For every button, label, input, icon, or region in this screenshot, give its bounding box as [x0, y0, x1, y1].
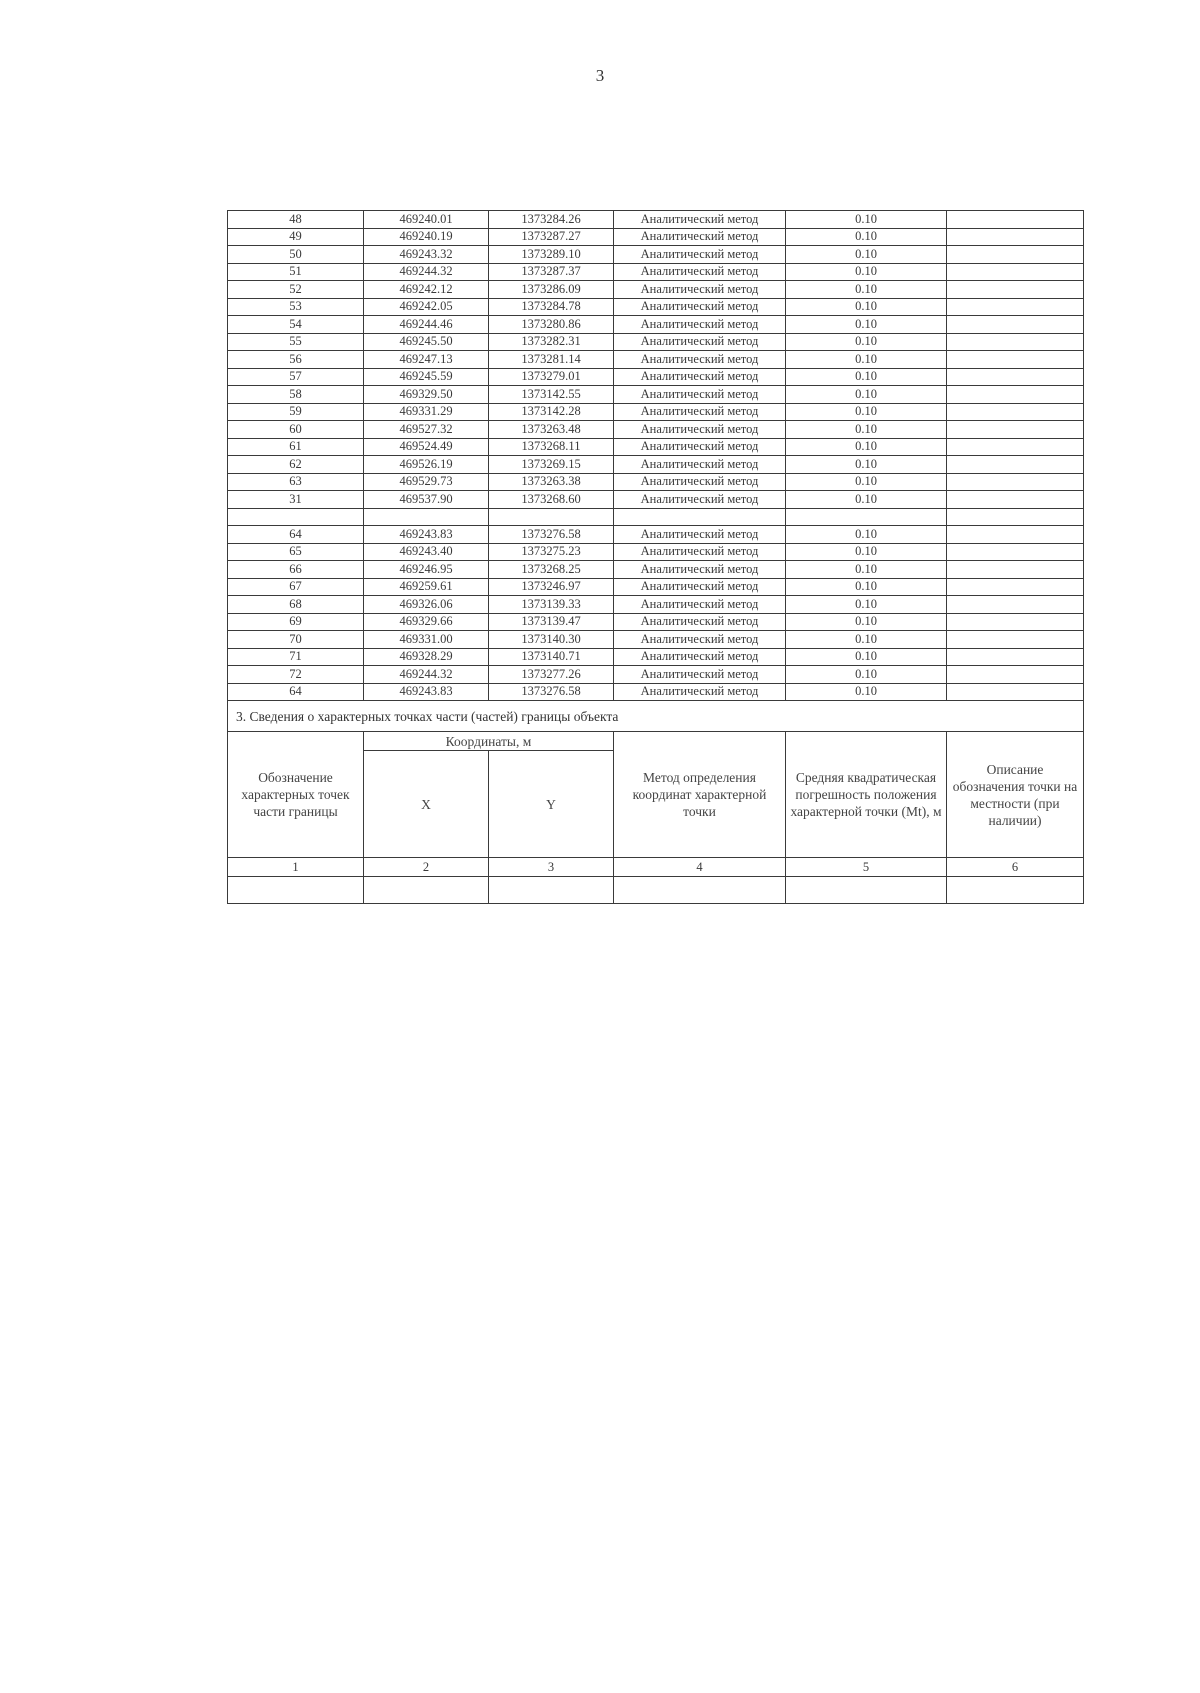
error-value-cell: 0.10 — [786, 316, 947, 334]
table-row — [228, 561, 1084, 579]
coord-x-cell: 469242.12 — [364, 281, 489, 299]
point-number-cell: 72 — [228, 666, 364, 684]
coord-y-cell: 1373268.11 — [489, 438, 614, 456]
table-row — [228, 263, 1084, 281]
error-value-cell: 0.10 — [786, 578, 947, 596]
coord-x-cell: 469331.00 — [364, 631, 489, 649]
table-row — [228, 281, 1084, 299]
coord-y-cell: 1373268.60 — [489, 491, 614, 509]
description-cell — [947, 491, 1084, 509]
description-cell — [947, 298, 1084, 316]
header-designation: Обозначение характерных точек части границы — [228, 732, 364, 858]
coord-y-cell: 1373284.78 — [489, 298, 614, 316]
point-number-cell: 58 — [228, 386, 364, 404]
coord-x-cell: 469329.66 — [364, 613, 489, 631]
section-3 — [228, 701, 1084, 904]
error-value-cell: 0.10 — [786, 386, 947, 404]
method-cell: Аналитический метод — [614, 666, 786, 684]
point-number-cell: 67 — [228, 578, 364, 596]
empty-data-row — [228, 877, 1084, 904]
error-value-cell: 0.10 — [786, 403, 947, 421]
method-cell: Аналитический метод — [614, 473, 786, 491]
description-cell — [947, 473, 1084, 491]
error-value-cell: 0.10 — [786, 666, 947, 684]
coord-y-cell: 1373139.47 — [489, 613, 614, 631]
header-x: X — [364, 751, 489, 858]
method-cell: Аналитический метод — [614, 368, 786, 386]
description-cell — [947, 333, 1084, 351]
description-cell — [947, 561, 1084, 579]
point-number-cell: 31 — [228, 491, 364, 509]
coord-y-cell: 1373279.01 — [489, 368, 614, 386]
error-value-cell: 0.10 — [786, 473, 947, 491]
coord-x-cell: 469244.46 — [364, 316, 489, 334]
description-cell — [947, 683, 1084, 701]
coord-y-cell: 1373142.55 — [489, 386, 614, 404]
coord-x-cell: 469524.49 — [364, 438, 489, 456]
description-cell — [947, 403, 1084, 421]
method-cell: Аналитический метод — [614, 648, 786, 666]
error-value-cell: 0.10 — [786, 683, 947, 701]
method-cell: Аналитический метод — [614, 491, 786, 509]
error-value-cell: 0.10 — [786, 613, 947, 631]
coord-x-cell: 469240.19 — [364, 228, 489, 246]
boundary-points-table — [227, 210, 1084, 904]
coord-y-cell: 1373142.28 — [489, 403, 614, 421]
coord-y-cell: 1373268.25 — [489, 561, 614, 579]
coord-y-cell: 1373286.09 — [489, 281, 614, 299]
coord-y-cell: 1373284.26 — [489, 211, 614, 229]
coord-x-cell: 469537.90 — [364, 491, 489, 509]
coord-x-cell: 469331.29 — [364, 403, 489, 421]
description-cell — [947, 456, 1084, 474]
point-number-cell: 56 — [228, 351, 364, 369]
coord-x-cell: 469243.83 — [364, 683, 489, 701]
coord-y-cell: 1373140.30 — [489, 631, 614, 649]
description-cell — [947, 613, 1084, 631]
coord-y-cell: 1373276.58 — [489, 683, 614, 701]
coord-x-cell: 469243.32 — [364, 246, 489, 264]
coord-x-cell: 469245.59 — [364, 368, 489, 386]
description-cell — [947, 316, 1084, 334]
point-number-cell: 48 — [228, 211, 364, 229]
method-cell: Аналитический метод — [614, 403, 786, 421]
error-value-cell: 0.10 — [786, 211, 947, 229]
description-cell — [947, 648, 1084, 666]
description-cell — [947, 666, 1084, 684]
description-cell — [947, 438, 1084, 456]
method-cell: Аналитический метод — [614, 613, 786, 631]
point-number-cell: 59 — [228, 403, 364, 421]
method-cell: Аналитический метод — [614, 543, 786, 561]
table-row — [228, 368, 1084, 386]
point-number-cell: 61 — [228, 438, 364, 456]
error-value-cell: 0.10 — [786, 543, 947, 561]
point-number-cell: 49 — [228, 228, 364, 246]
method-cell: Аналитический метод — [614, 333, 786, 351]
table-row — [228, 666, 1084, 684]
column-number: 3 — [489, 858, 614, 877]
coord-y-cell: 1373275.23 — [489, 543, 614, 561]
blank-separator-row — [228, 508, 1084, 526]
coord-y-cell: 1373246.97 — [489, 578, 614, 596]
method-cell: Аналитический метод — [614, 281, 786, 299]
description-cell — [947, 631, 1084, 649]
method-cell: Аналитический метод — [614, 246, 786, 264]
table-row — [228, 246, 1084, 264]
table-row — [228, 456, 1084, 474]
header-method: Метод определения координат характерной точки — [614, 732, 786, 858]
coord-x-cell: 469259.61 — [364, 578, 489, 596]
description-cell — [947, 578, 1084, 596]
coord-x-cell: 469240.01 — [364, 211, 489, 229]
method-cell: Аналитический метод — [614, 421, 786, 439]
coord-y-cell: 1373263.48 — [489, 421, 614, 439]
description-cell — [947, 386, 1084, 404]
method-cell: Аналитический метод — [614, 211, 786, 229]
point-number-cell: 52 — [228, 281, 364, 299]
table-row — [228, 543, 1084, 561]
point-number-cell: 62 — [228, 456, 364, 474]
method-cell: Аналитический метод — [614, 386, 786, 404]
coordinates-rows-part-1 — [228, 211, 1084, 509]
table-row — [228, 316, 1084, 334]
table-row — [228, 403, 1084, 421]
header-error: Средняя квадратическая погрешность положения характерной точки (Mt), м — [786, 732, 947, 858]
description-cell — [947, 351, 1084, 369]
coord-y-cell: 1373277.26 — [489, 666, 614, 684]
coord-y-cell: 1373280.86 — [489, 316, 614, 334]
point-number-cell: 71 — [228, 648, 364, 666]
error-value-cell: 0.10 — [786, 333, 947, 351]
coord-y-cell: 1373263.38 — [489, 473, 614, 491]
coord-y-cell: 1373269.15 — [489, 456, 614, 474]
method-cell: Аналитический метод — [614, 596, 786, 614]
column-number: 5 — [786, 858, 947, 877]
table-row — [228, 491, 1084, 509]
coord-x-cell: 469246.95 — [364, 561, 489, 579]
point-number-cell: 55 — [228, 333, 364, 351]
table-row — [228, 683, 1084, 701]
section-3-title: 3. Сведения о характерных точках части (частей) границы объекта — [228, 701, 1084, 732]
coord-y-cell: 1373139.33 — [489, 596, 614, 614]
error-value-cell: 0.10 — [786, 228, 947, 246]
table-row — [228, 473, 1084, 491]
point-number-cell: 53 — [228, 298, 364, 316]
section-3-header-row-1 — [228, 732, 1084, 751]
table-row — [228, 596, 1084, 614]
error-value-cell: 0.10 — [786, 648, 947, 666]
table-row — [228, 333, 1084, 351]
point-number-cell: 68 — [228, 596, 364, 614]
description-cell — [947, 596, 1084, 614]
coord-y-cell: 1373282.31 — [489, 333, 614, 351]
table-row — [228, 386, 1084, 404]
coord-x-cell: 469245.50 — [364, 333, 489, 351]
error-value-cell: 0.10 — [786, 298, 947, 316]
header-coordinates: Координаты, м — [364, 732, 614, 751]
point-number-cell: 50 — [228, 246, 364, 264]
coord-y-cell: 1373281.14 — [489, 351, 614, 369]
method-cell: Аналитический метод — [614, 526, 786, 544]
error-value-cell: 0.10 — [786, 438, 947, 456]
error-value-cell: 0.10 — [786, 491, 947, 509]
table-row — [228, 211, 1084, 229]
description-cell — [947, 211, 1084, 229]
description-cell — [947, 263, 1084, 281]
point-number-cell: 51 — [228, 263, 364, 281]
method-cell: Аналитический метод — [614, 316, 786, 334]
coord-x-cell: 469526.19 — [364, 456, 489, 474]
coord-x-cell: 469244.32 — [364, 263, 489, 281]
method-cell: Аналитический метод — [614, 351, 786, 369]
point-number-cell: 65 — [228, 543, 364, 561]
method-cell: Аналитический метод — [614, 631, 786, 649]
error-value-cell: 0.10 — [786, 456, 947, 474]
description-cell — [947, 246, 1084, 264]
section-3-title-row — [228, 701, 1084, 732]
error-value-cell: 0.10 — [786, 246, 947, 264]
method-cell: Аналитический метод — [614, 561, 786, 579]
error-value-cell: 0.10 — [786, 596, 947, 614]
coord-x-cell: 469527.32 — [364, 421, 489, 439]
method-cell: Аналитический метод — [614, 263, 786, 281]
coord-x-cell: 469243.83 — [364, 526, 489, 544]
column-number: 4 — [614, 858, 786, 877]
point-number-cell: 70 — [228, 631, 364, 649]
point-number-cell: 57 — [228, 368, 364, 386]
table-row — [228, 438, 1084, 456]
method-cell: Аналитический метод — [614, 438, 786, 456]
coord-x-cell: 469326.06 — [364, 596, 489, 614]
point-number-cell: 69 — [228, 613, 364, 631]
description-cell — [947, 421, 1084, 439]
method-cell: Аналитический метод — [614, 298, 786, 316]
error-value-cell: 0.10 — [786, 561, 947, 579]
error-value-cell: 0.10 — [786, 631, 947, 649]
error-value-cell: 0.10 — [786, 351, 947, 369]
table-row — [228, 421, 1084, 439]
table-row — [228, 631, 1084, 649]
table-row — [228, 648, 1084, 666]
coord-x-cell: 469329.50 — [364, 386, 489, 404]
column-numbers-row — [228, 858, 1084, 877]
error-value-cell: 0.10 — [786, 421, 947, 439]
description-cell — [947, 281, 1084, 299]
table-row — [228, 613, 1084, 631]
coord-x-cell: 469244.32 — [364, 666, 489, 684]
coord-y-cell: 1373289.10 — [489, 246, 614, 264]
point-number-cell: 54 — [228, 316, 364, 334]
method-cell: Аналитический метод — [614, 456, 786, 474]
error-value-cell: 0.10 — [786, 526, 947, 544]
table-row — [228, 526, 1084, 544]
column-number: 6 — [947, 858, 1084, 877]
table-row — [228, 228, 1084, 246]
coord-x-cell: 469242.05 — [364, 298, 489, 316]
description-cell — [947, 526, 1084, 544]
point-number-cell: 64 — [228, 526, 364, 544]
point-number-cell: 60 — [228, 421, 364, 439]
error-value-cell: 0.10 — [786, 263, 947, 281]
table-row — [228, 298, 1084, 316]
coordinates-rows-part-2 — [228, 526, 1084, 701]
error-value-cell: 0.10 — [786, 368, 947, 386]
table-row — [228, 578, 1084, 596]
description-cell — [947, 368, 1084, 386]
coord-y-cell: 1373140.71 — [489, 648, 614, 666]
description-cell — [947, 543, 1084, 561]
point-number-cell: 63 — [228, 473, 364, 491]
separator-rows — [228, 508, 1084, 526]
coord-x-cell: 469247.13 — [364, 351, 489, 369]
method-cell: Аналитический метод — [614, 578, 786, 596]
column-number: 2 — [364, 858, 489, 877]
error-value-cell: 0.10 — [786, 281, 947, 299]
point-number-cell: 64 — [228, 683, 364, 701]
method-cell: Аналитический метод — [614, 683, 786, 701]
method-cell: Аналитический метод — [614, 228, 786, 246]
coord-x-cell: 469243.40 — [364, 543, 489, 561]
header-description: Описание обозначения точки на местности (при наличии) — [947, 732, 1084, 858]
table-row — [228, 351, 1084, 369]
description-cell — [947, 228, 1084, 246]
coord-x-cell: 469529.73 — [364, 473, 489, 491]
coord-y-cell: 1373276.58 — [489, 526, 614, 544]
column-number: 1 — [228, 858, 364, 877]
point-number-cell: 66 — [228, 561, 364, 579]
page-number: 3 — [595, 66, 605, 85]
header-y: Y — [489, 751, 614, 858]
coord-x-cell: 469328.29 — [364, 648, 489, 666]
coord-y-cell: 1373287.27 — [489, 228, 614, 246]
coord-y-cell: 1373287.37 — [489, 263, 614, 281]
